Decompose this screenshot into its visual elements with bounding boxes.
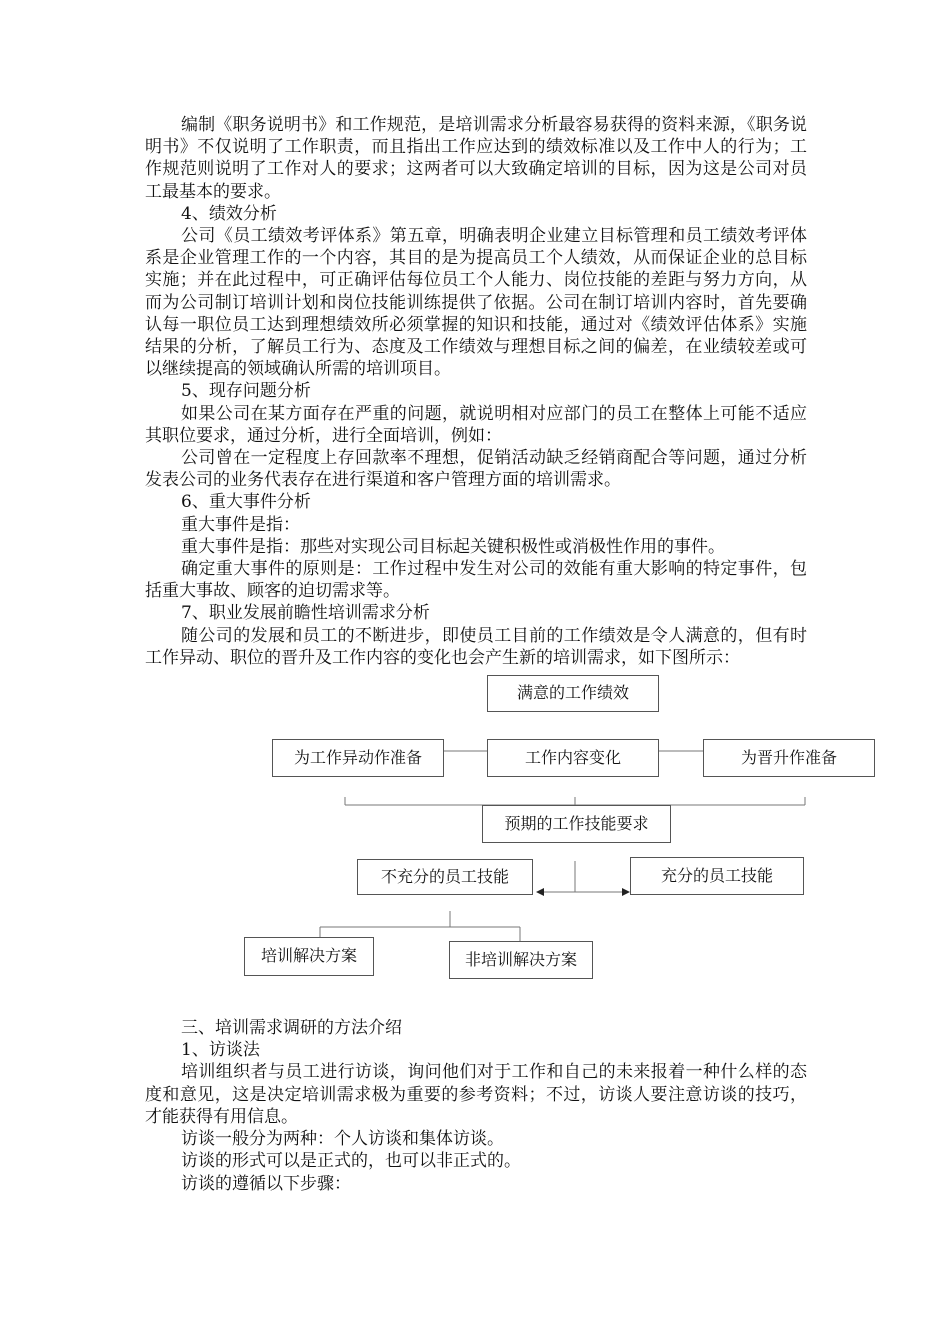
paragraph: 编制《职务说明书》和工作规范，是培训需求分析最容易获得的资料来源，《职务说明书》不仅说明了工作职责，而且指出工作应达到的绩效标准以及工作中人的行为；工作规范则说明了工作对人的要求；这两者可以大致确定培训的目标，因为这是公司对员工最基本的要求。 xyxy=(145,115,807,202)
document-page xyxy=(145,114,837,1195)
box-prepare-promotion: 为晋升作准备 xyxy=(703,739,875,777)
section-heading: 三、培训需求调研的方法介绍 xyxy=(181,1018,402,1039)
paragraph: 确定重大事件的原则是：工作过程中发生对公司的效能有重大影响的特定事件，包括重大事故、顾客的迫切需求等。 xyxy=(145,559,807,602)
box-satisfied-performance: 满意的工作绩效 xyxy=(487,675,659,712)
section-heading: 5、现存问题分析 xyxy=(181,381,311,402)
section-heading: 1、访谈法 xyxy=(181,1040,260,1061)
section-heading: 7、职业发展前瞻性培训需求分析 xyxy=(181,603,430,624)
box-insufficient-skills: 不充分的员工技能 xyxy=(357,859,533,895)
section-heading: 6、重大事件分析 xyxy=(181,492,311,513)
box-job-content-change: 工作内容变化 xyxy=(487,739,659,777)
paragraph: 访谈一般分为两种：个人访谈和集体访谈。 xyxy=(181,1129,504,1150)
paragraph: 培训组织者与员工进行访谈，询问他们对于工作和自己的未来报着一种什么样的态度和意见，这是决定培训需求极为重要的参考资料；不过，访谈人要注意访谈的技巧，才能获得有用信息。 xyxy=(145,1062,807,1127)
paragraph: 随公司的发展和员工的不断进步，即使员工目前的工作绩效是令人满意的，但有时工作异动、职位的晋升及工作内容的变化也会产生新的培训需求，如下图所示： xyxy=(145,625,807,668)
paragraph: 公司《员工绩效考评体系》第五章，明确表明企业建立目标管理和员工绩效考评体系是企业管理工作的一个内容，其目的是为提高员工个人绩效，从而保证企业的总目标实施；并在此过程中，可正确评估每位员工个人能力、岗位技能的差距与努力方向，从而为公司制订培训计划和岗位技能训练提供了依据。公司在制订培训内容时，首先要确认每一职位员工达到理想绩效所必须掌握的知识和技能，通过对《绩效评估体系》实施结果的分析，了解员工行为、态度及工作绩效与理想目标之间的偏差，在业绩较差或可以继续提高的领域确认所需的培训项目。 xyxy=(145,226,807,380)
box-training-solution: 培训解决方案 xyxy=(244,937,374,976)
section-heading: 4、绩效分析 xyxy=(181,203,277,224)
paragraph: 如果公司在某方面存在严重的问题，就说明相对应部门的员工在整体上可能不适应其职位要求，通过分析，进行全面培训，例如： xyxy=(145,403,807,446)
training-needs-flowchart xyxy=(145,675,837,1015)
paragraph: 公司曾在一定程度上存回款率不理想，促销活动缺乏经销商配合等问题，通过分析发表公司的业务代表存在进行渠道和客户管理方面的培训需求。 xyxy=(145,448,807,491)
paragraph: 重大事件是指：那些对实现公司目标起关键积极性或消极性作用的事件。 xyxy=(181,536,725,557)
box-prepare-job-change: 为工作异动作准备 xyxy=(272,739,444,777)
box-expected-skill-requirements: 预期的工作技能要求 xyxy=(482,805,671,843)
bottom-section xyxy=(145,1017,807,1195)
box-non-training-solution: 非培训解决方案 xyxy=(449,941,593,979)
top-section xyxy=(145,114,807,669)
paragraph: 重大事件是指： xyxy=(181,514,300,535)
paragraph: 访谈的遵循以下步骤： xyxy=(181,1173,351,1194)
box-sufficient-skills: 充分的员工技能 xyxy=(630,857,804,895)
paragraph: 访谈的形式可以是正式的，也可以非正式的。 xyxy=(181,1151,521,1172)
